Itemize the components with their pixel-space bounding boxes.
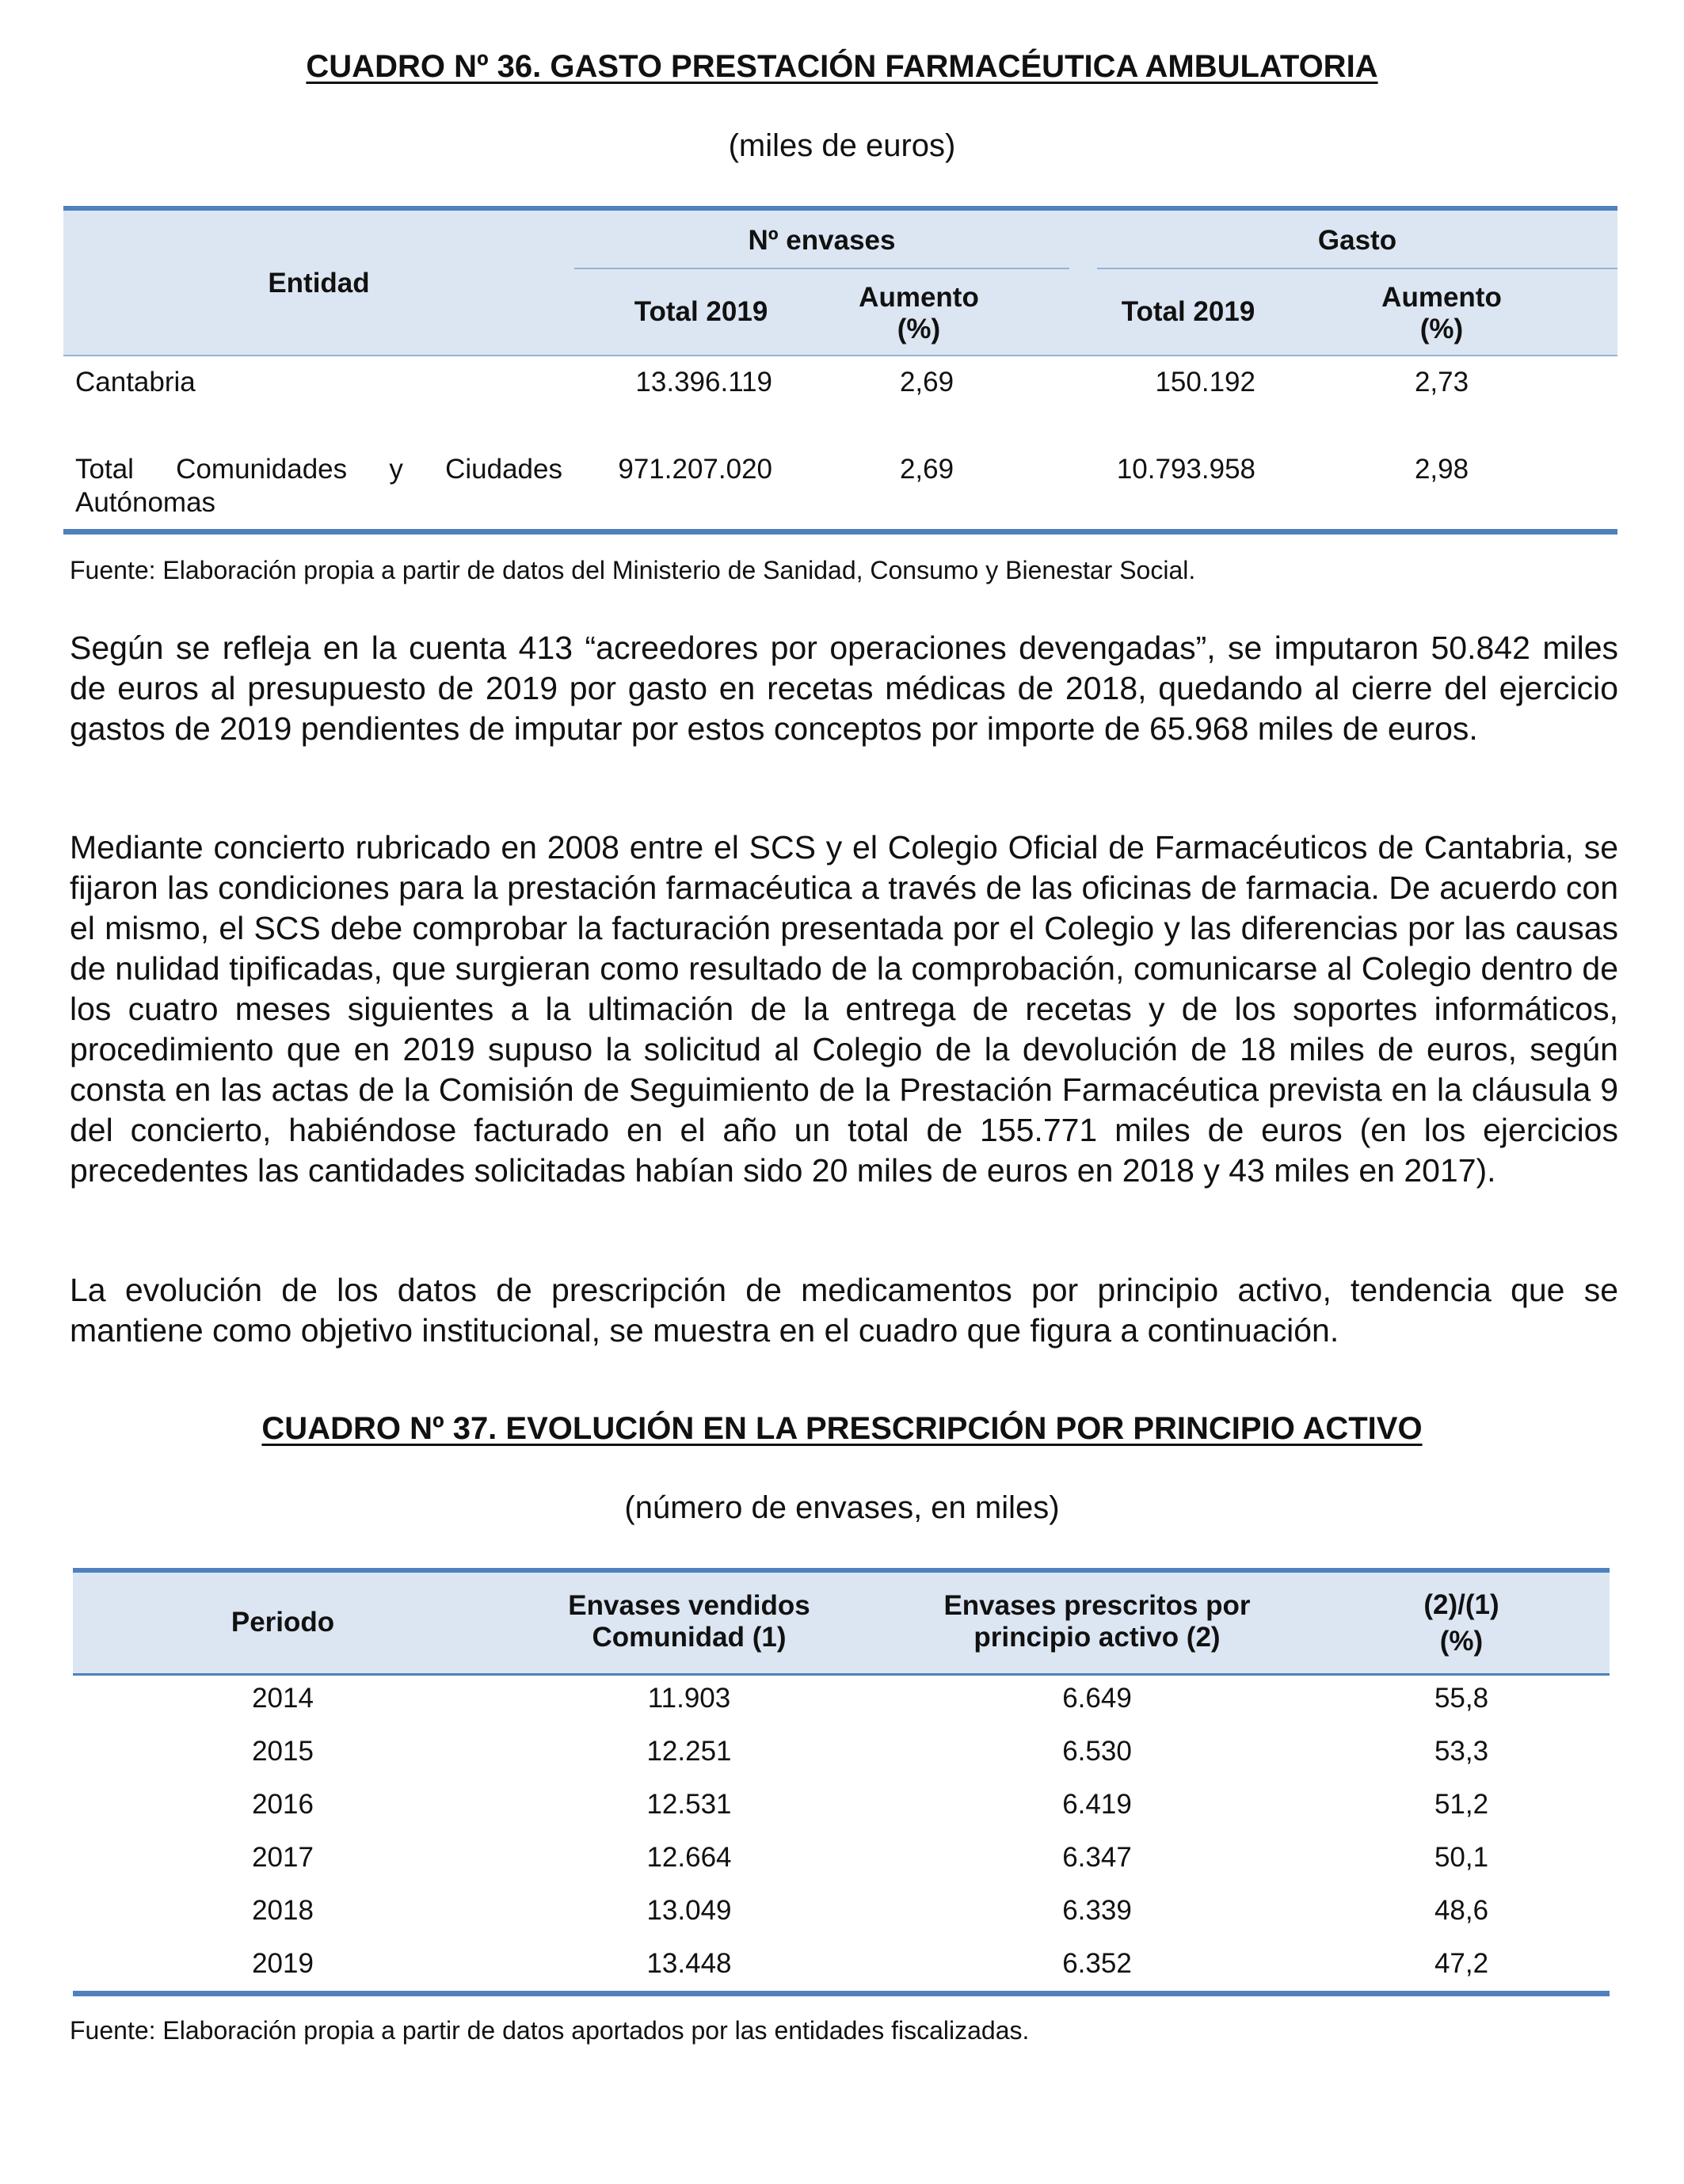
aumento-unit: (%) [897,314,941,344]
row-envases-prescritos: 6.419 [1062,1789,1132,1820]
table37-header-prescritos [883,1590,1311,1653]
table37-top-rule [73,1568,1610,1573]
row-gasto-aumento: 2,98 [1414,454,1469,485]
row-ratio: 51,2 [1434,1789,1489,1820]
row-envases-prescritos: 6.339 [1062,1895,1132,1926]
table36-gasto-underline [1097,268,1617,269]
prescritos-sub: principio activo (2) [973,1622,1221,1653]
table37-header-bottom-rule [73,1673,1610,1676]
table36-top-rule [63,206,1617,211]
aumento-label: Aumento [1381,282,1502,313]
aumento-unit: (%) [1419,314,1464,344]
row-ratio: 53,3 [1434,1736,1489,1767]
table37-title: CUADRO Nº 37. EVOLUCIÓN EN LA PRESCRIPCIÓN POR PRINCIPIO ACTIVO [261,1411,1423,1446]
table37-bottom-rule [73,1991,1610,1996]
table37-header-ratio [1343,1587,1580,1660]
table36-header-bottom-rule [63,355,1617,356]
row-periodo: 2015 [252,1736,314,1767]
table36-header-gasto-total: Total 2019 [1121,296,1255,327]
table36-bottom-rule [63,529,1617,535]
row-periodo: 2018 [252,1895,314,1926]
row-entidad: Cantabria [75,367,196,398]
aumento-label: Aumento [859,282,979,313]
table36-header-envases-total: Total 2019 [634,296,768,327]
table37-header-periodo: Periodo [231,1607,335,1638]
row-envases-aumento: 2,69 [899,454,954,485]
table36-source: Fuente: Elaboración propia a partir de datos del Ministerio de Sanidad, Consumo y Bienestar Social. [70,556,1196,584]
row-periodo: 2019 [252,1948,314,1979]
row-envases-prescritos: 6.352 [1062,1948,1132,1979]
paragraph-2: Mediante concierto rubricado en 2008 entre el SCS y el Colegio Oficial de Farmacéuticos de Cantabria, se fijaron las condiciones para la prestación farmacéutica a través de las oficinas de farmacia. De acuerdo con el mismo, el SCS debe comprobar la facturación presentada por el Colegio y las diferencias por las causas de nulidad tipificadas, que surgieran como resultado de la comprobación, comunicarse al Colegio dentro de los cuatro meses siguientes a la ultimación de la entrega de recetas y de los soportes informáticos, procedimiento que en 2019 supuso la solicitud al Colegio de la devolución de 18 miles de euros, según consta en las actas de la Comisión de Seguimiento de la Prestación Farmacéutica prevista en la cláusula 9 del concierto, habiéndose facturado en el año un total de 155.771 miles de euros (en los ejercicios precedentes las cantidades solicitadas habían sido 20 miles de euros en 2018 y 43 miles en 2017). [70,829,1618,1189]
row-envases-prescritos: 6.530 [1062,1736,1132,1767]
table37-header-vendidos [491,1590,887,1653]
row-gasto-total: 150.192 [1155,367,1255,398]
ratio-unit: (%) [1439,1626,1484,1657]
row-ratio: 55,8 [1434,1683,1489,1714]
table36-header-gasto: Gasto [1317,225,1397,256]
row-entidad-line1: Total Comunidades y Ciudades [75,454,562,485]
row-envases-aumento: 2,69 [899,367,954,398]
row-envases-total: 13.396.119 [635,367,772,398]
table36-header-entidad: Entidad [268,268,370,299]
row-gasto-total: 10.793.958 [1116,454,1255,485]
row-envases-prescritos: 6.649 [1062,1683,1132,1714]
row-periodo: 2017 [252,1842,314,1873]
table37-source: Fuente: Elaboración propia a partir de datos aportados por las entidades fiscalizadas. [70,2016,1030,2045]
table36-header-envases: Nº envases [748,225,896,256]
row-envases-vendidos: 13.448 [646,1948,732,1979]
table37-subtitle: (número de envases, en miles) [624,1490,1060,1525]
row-envases-prescritos: 6.347 [1062,1842,1132,1873]
row-ratio: 48,6 [1434,1895,1489,1926]
row-periodo: 2016 [252,1789,314,1820]
row-periodo: 2014 [252,1683,314,1714]
paragraph-3: La evolución de los datos de prescripción de medicamentos por principio activo, tendencia que se mantiene como objetivo institucional, se muestra en el cuadro que figura a continuación. [70,1272,1618,1349]
table36-header-envases-aumento [816,282,1022,345]
row-ratio: 50,1 [1434,1842,1489,1873]
row-ratio: 47,2 [1434,1948,1489,1979]
paragraph-1: Según se refleja en la cuenta 413 “acreedores por operaciones devengadas”, se imputaron 50.842 miles de euros al presupuesto de 2019 por gasto en recetas médicas de 2018, quedando al cierre del ejercicio gastos de 2019 pendientes de imputar por estos conceptos por importe de 65.968 miles de euros. [70,630,1618,747]
vendidos-label: Envases vendidos [568,1590,810,1621]
table36-header-gasto-aumento [1339,282,1545,345]
table36-envases-underline [574,268,1069,269]
prescritos-label: Envases prescritos por [943,1590,1251,1621]
row-envases-vendidos: 12.251 [646,1736,732,1767]
row-gasto-aumento: 2,73 [1414,367,1469,398]
row-envases-vendidos: 11.903 [647,1683,731,1714]
ratio-label: (2)/(1) [1423,1589,1499,1620]
row-envases-vendidos: 13.049 [646,1895,732,1926]
row-envases-vendidos: 12.531 [646,1789,732,1820]
row-entidad-line2: Autónomas [75,487,216,518]
table36-title: CUADRO Nº 36. GASTO PRESTACIÓN FARMACÉUTICA AMBULATORIA [306,49,1378,84]
table36-subtitle: (miles de euros) [728,128,956,163]
row-envases-vendidos: 12.664 [646,1842,732,1873]
vendidos-sub: Comunidad (1) [592,1622,787,1653]
row-envases-total: 971.207.020 [618,454,772,485]
